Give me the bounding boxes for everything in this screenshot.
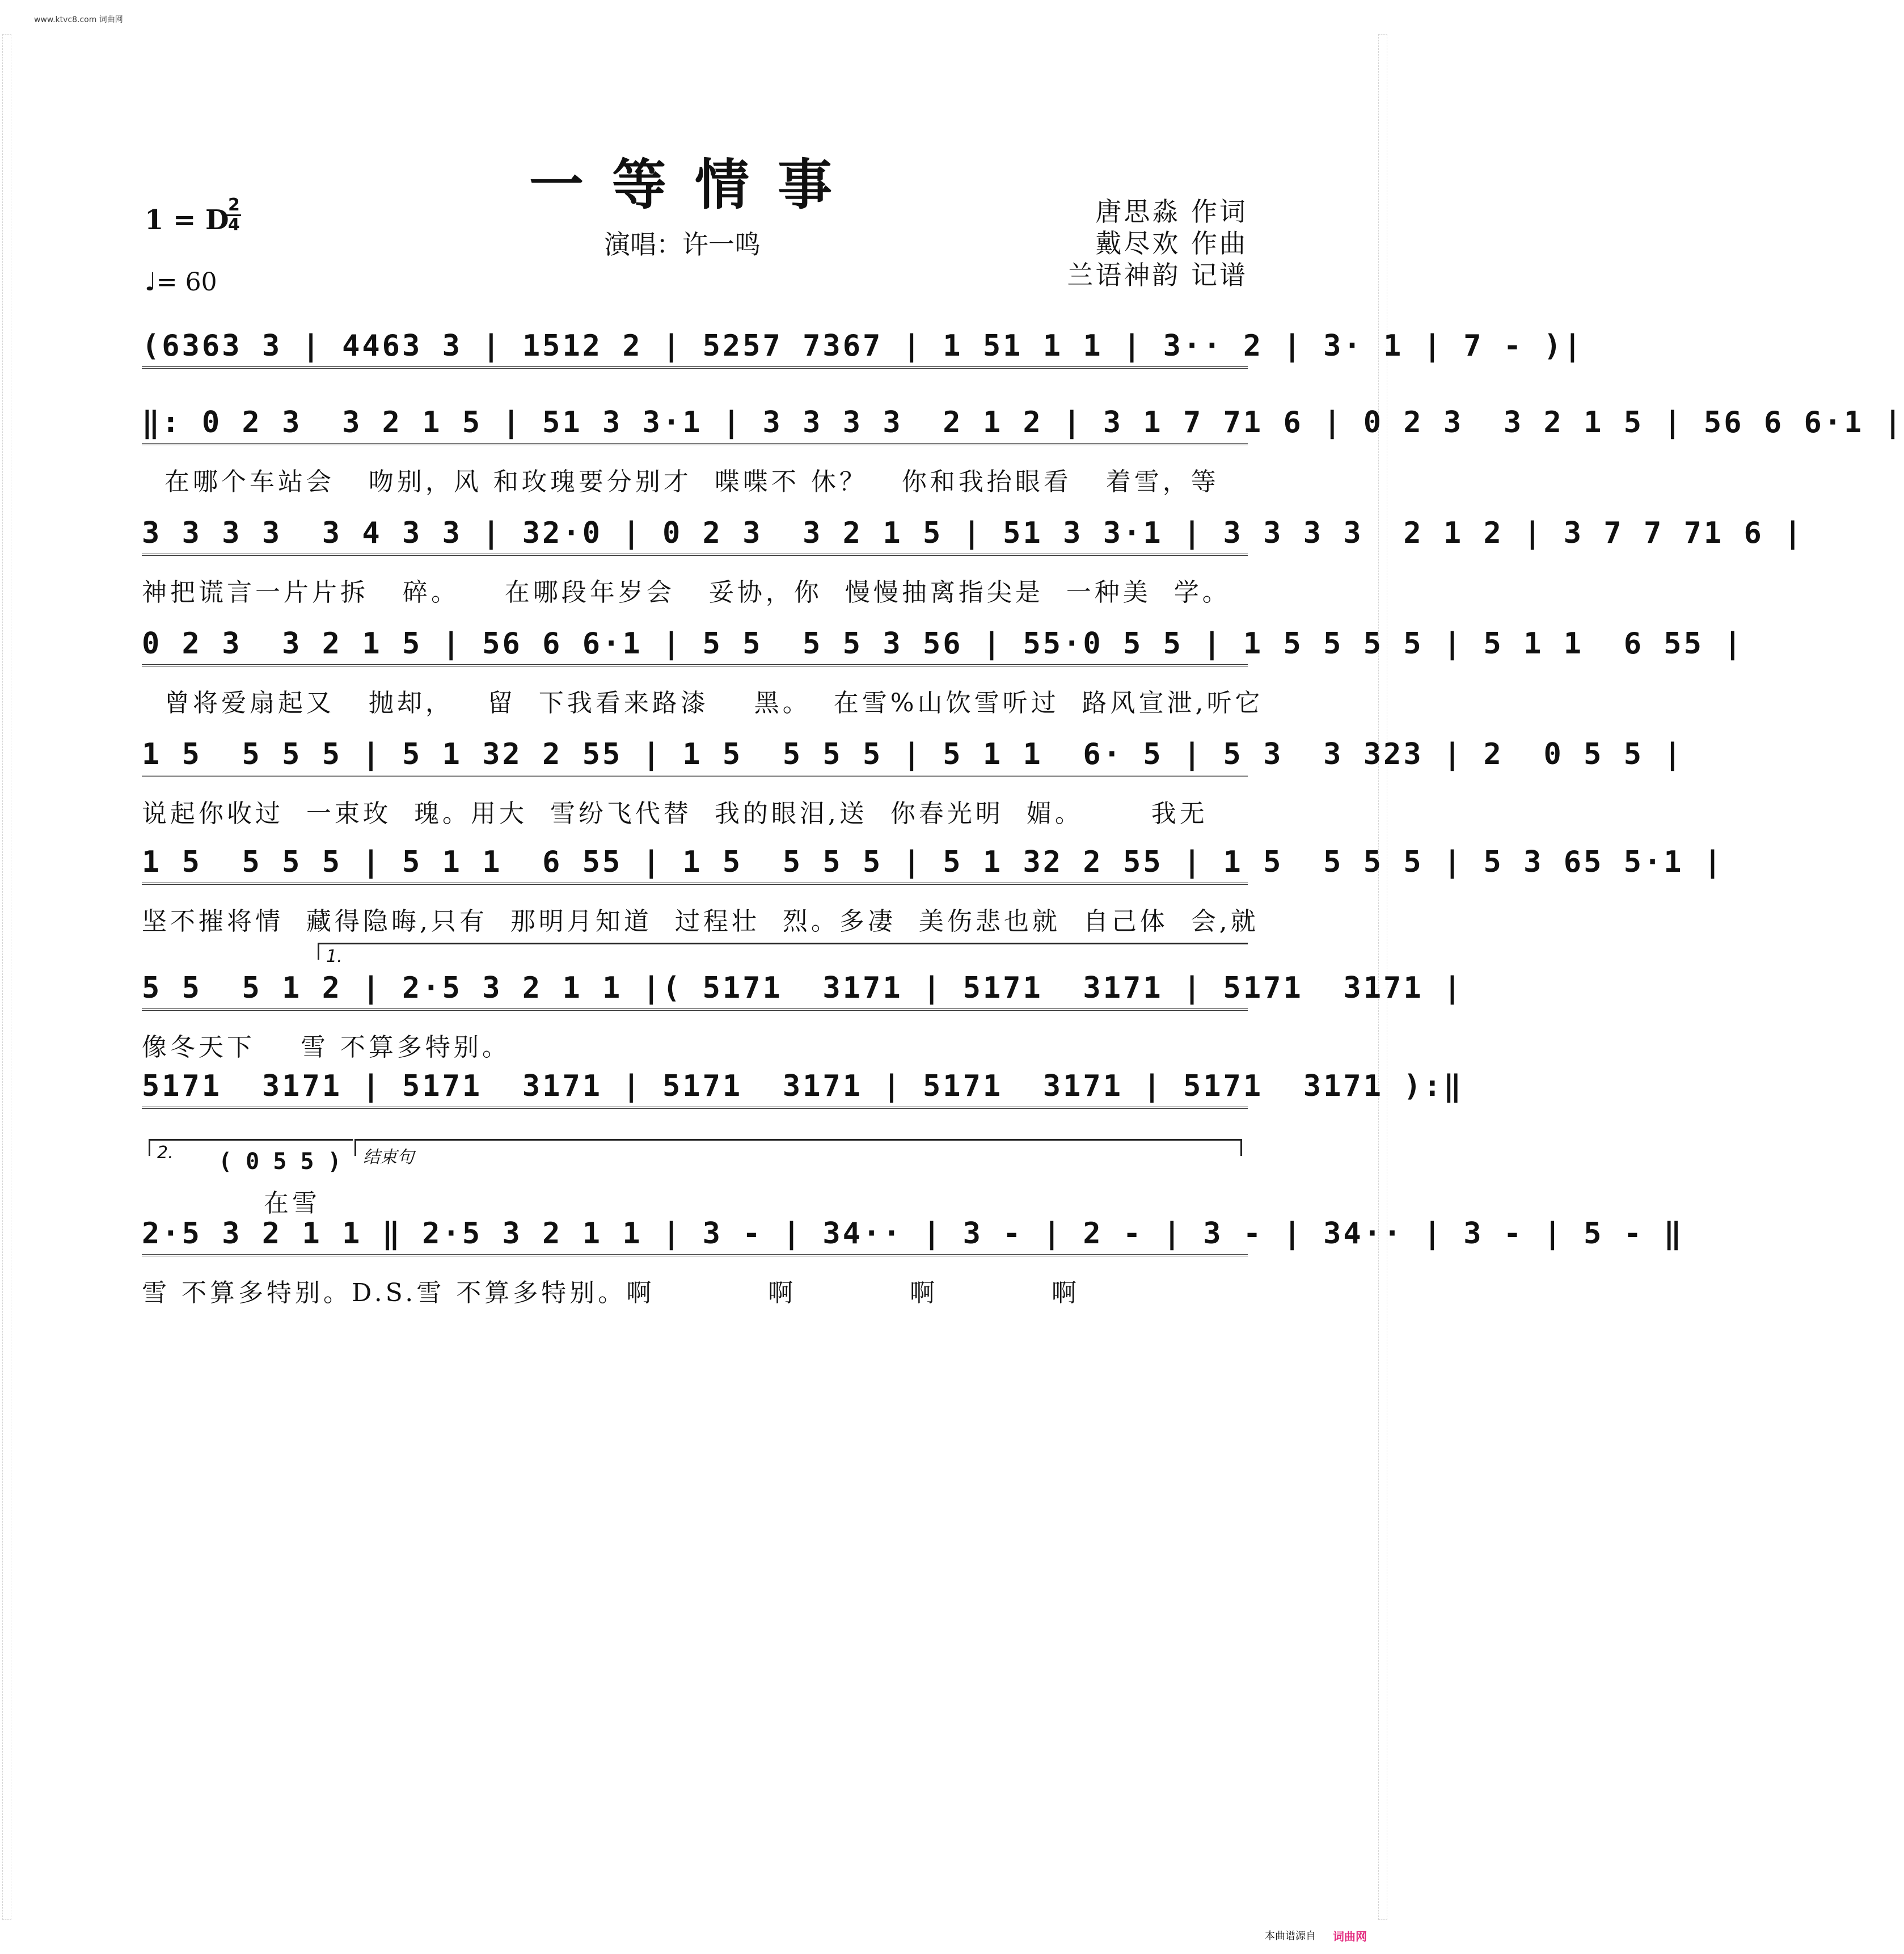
staff-system-1 (142, 329, 1584, 369)
notation-line: 1 5 5 5 5 | 5 1 1 6 55 | 1 5 5 5 5 | 5 1 32 2 55 | 1 5 5 5 5 | 5 3 65 5·1 | (142, 845, 1248, 885)
staff-system-5 (142, 737, 1684, 829)
footer-source-note: 本曲谱源自 (1265, 1930, 1316, 1942)
staff-system-3 (142, 516, 1804, 608)
notation-line: 0 2 3 3 2 1 5 | 56 6 6·1 | 5 5 5 5 3 56 | 55·0 5 5 | 1 5 5 5 5 | 5 1 1 6 55 | (142, 627, 1248, 666)
staff-system-6 (142, 845, 1724, 937)
notation-line: (6363 3 | 4463 3 | 1512 2 | 5257 7367 | 1 51 1 1 | 3·· 2 | 3· 1 | 7 - )| (142, 329, 1248, 369)
volta-1-bracket (318, 943, 1248, 967)
notation-line: 5171 3171 | 5171 3171 | 5171 3171 | 5171 3171 | 5171 3171 ):‖ (142, 1069, 1248, 1109)
composer-credit: 戴尽欢 作曲 (1095, 228, 1248, 259)
staff-system-2 (142, 406, 1904, 497)
ending-label: 结束句 (363, 1147, 414, 1167)
notation-line: 3 3 3 3 3 4 3 3 | 32·0 | 0 2 3 3 2 1 5 | 51 3 3·1 | 3 3 3 3 2 1 2 | 3 7 7 71 6 | (142, 516, 1248, 556)
lyric-line: 像冬天下 雪 不算多特别。 (142, 1033, 510, 1062)
lyric-line: 说起你收过 一束玫 瑰。用大 雪纷飞代替 我的眼泪,送 你春光明 媚。 我无 (142, 799, 1208, 828)
volta-1-label: 1. (326, 947, 343, 967)
staff-system-8 (142, 1069, 1464, 1109)
credits-block (1067, 196, 1248, 291)
top-bar (0, 0, 1390, 23)
singer-credit: 演唱：许一鸣 (604, 229, 761, 260)
left-margin-strip (2, 34, 11, 1920)
lyricist-credit: 唐思淼 作词 (1095, 196, 1248, 227)
time-signature (227, 196, 241, 234)
ending-bracket (354, 1139, 1242, 1167)
lyric-line: 神把谎言一片片拆 碎。 在哪段年岁会 妥协，你 慢慢抽离指尖是 一种美 学。 (142, 578, 1231, 607)
staff-system-7 (142, 971, 1464, 1063)
volta-2-label: 2. (157, 1143, 174, 1163)
time-signature-bottom: 4 (228, 215, 240, 235)
notation-line: 2·5 3 2 1 1 ‖ 2·5 3 2 1 1 | 3 - | 34·· | 3 - | 2 - | 3 - | 34·· | 3 - | 5 - ‖ (142, 1217, 1248, 1256)
song-title: 一等情事 (529, 153, 860, 217)
notation-line: ‖: 0 2 3 3 2 1 5 | 51 3 3·1 | 3 3 3 3 2 1 2 | 3 1 7 71 6 | 0 2 3 3 2 1 5 | 56 6 6·1 | (142, 406, 1248, 445)
site-header-text: www.ktvc8.com 词曲网 (34, 15, 123, 24)
notation-line: 5 5 5 1 2 | 2·5 3 2 1 1 |( 5171 3171 | 5171 3171 | 5171 3171 | (142, 971, 1248, 1011)
lyric-line: 雪 不算多特别。D.S.雪 不算多特别。啊 啊 啊 啊 (142, 1278, 1080, 1307)
lyric-line: 曾将爱扇起又 抛却， 留 下我看来路漆 黑。 在雪%山饮雪听过 路风宣泄,听它 (142, 689, 1264, 718)
tempo-marking: ♩= 60 (145, 268, 217, 297)
staff-system-4 (142, 627, 1744, 719)
transcriber-credit: 兰语神韵 记谱 (1067, 260, 1248, 290)
notation-line: 1 5 5 5 5 | 5 1 32 2 55 | 1 5 5 5 5 | 5 1 1 6· 5 | 5 3 3 323 | 2 0 5 5 | (142, 737, 1248, 777)
lyric-line: 在哪个车站会 吻别，风 和玫瑰要分别才 喋喋不 休？ 你和我抬眼看 着雪，等 (142, 467, 1219, 496)
volta-2-pickup-lyric: 在雪 (264, 1189, 320, 1218)
staff-system-9 (142, 1217, 1684, 1309)
lyric-line: 坚不摧将情 藏得隐晦,只有 那明月知道 过程壮 烈。多凄 美伤悲也就 自己体 会,就 (142, 907, 1259, 936)
volta-2-pickup-notes: ( 0 5 5 ) (218, 1149, 341, 1175)
key-signature: 1 = D (145, 204, 229, 236)
footer-brand-logo[interactable]: 词曲网 (1333, 1930, 1367, 1943)
time-signature-top: 2 (228, 195, 240, 215)
